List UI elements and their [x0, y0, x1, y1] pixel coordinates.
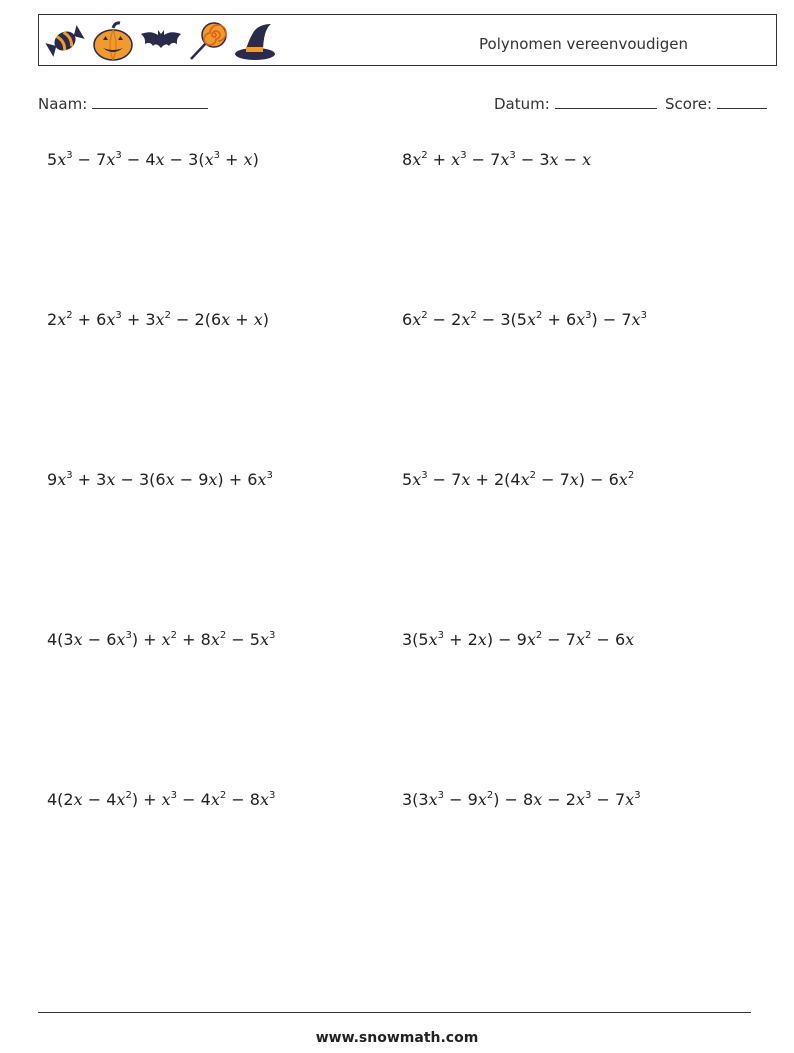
exponent: 3 — [421, 470, 428, 481]
term-text: ) − 7 — [591, 310, 632, 329]
variable: x — [575, 790, 586, 809]
problem-6 — [402, 470, 634, 489]
term-text: + 2(4 — [470, 470, 521, 489]
exponent: 2 — [535, 310, 543, 321]
variable: x — [210, 790, 220, 809]
variable: x — [165, 470, 175, 489]
term-text: − 6 — [82, 630, 117, 649]
exponent: 2 — [529, 470, 536, 481]
date-blank[interactable] — [555, 94, 657, 109]
variable: x — [253, 310, 263, 329]
score-field — [665, 94, 767, 113]
term-text: − 7 — [591, 790, 626, 809]
exponent: 3 — [115, 310, 122, 321]
variable: x — [461, 310, 471, 329]
footer-url: www.snowmath.com — [315, 1030, 479, 1046]
exponent: 2 — [219, 790, 227, 801]
term-text: − 6 — [591, 630, 626, 649]
term-text: − 3( — [164, 150, 205, 169]
exponent: 2 — [66, 310, 73, 321]
term-text: 3(3 — [402, 790, 429, 809]
term-text: + 6 — [542, 310, 577, 329]
worksheet-title: Polynomen vereenvoudigen — [479, 35, 688, 53]
exponent: 3 — [437, 790, 445, 801]
exponent: 3 — [640, 310, 647, 321]
term-text: + 3 — [72, 470, 107, 489]
term-text: + 6 — [72, 310, 107, 329]
term-text: − 2(6 — [170, 310, 222, 329]
problem-2 — [402, 150, 591, 169]
variable: x — [631, 310, 641, 329]
term-text: − 9 — [444, 790, 478, 809]
variable: x — [106, 470, 116, 489]
term-text: − 4 — [177, 790, 211, 809]
exponent: 2 — [170, 630, 178, 641]
term-text: − 4 — [82, 790, 117, 809]
exponent: 2 — [219, 630, 227, 641]
variable: x — [116, 630, 126, 649]
exponent: 3 — [460, 150, 467, 161]
exponent: 2 — [627, 470, 635, 481]
term-text: ) − 9 — [486, 630, 527, 649]
variable: x — [625, 630, 635, 649]
term-text: 4(3 — [47, 630, 74, 649]
variable: x — [106, 150, 116, 169]
term-text: 6 — [402, 310, 413, 329]
problem-8 — [402, 630, 634, 649]
term-text: 3(5 — [402, 630, 429, 649]
problem-1 — [47, 150, 259, 169]
problem-5 — [47, 470, 273, 489]
variable: x — [618, 470, 628, 489]
variable: x — [57, 470, 67, 489]
term-text: − 7 — [72, 150, 107, 169]
exponent: 2 — [125, 790, 132, 801]
variable: x — [155, 310, 165, 329]
exponent: 3 — [437, 630, 445, 641]
term-text: − 3(6 — [115, 470, 166, 489]
variable: x — [451, 150, 461, 169]
exponent: 3 — [170, 790, 178, 801]
term-text: ) + — [131, 790, 162, 809]
variable: x — [412, 470, 422, 489]
exponent: 2 — [421, 310, 428, 321]
term-text: 5 — [402, 470, 413, 489]
term-text: 4(2 — [47, 790, 74, 809]
variable: x — [549, 150, 559, 169]
score-label: Score: — [665, 95, 713, 113]
problem-10 — [402, 790, 641, 809]
variable: x — [461, 470, 471, 489]
variable: x — [575, 630, 586, 649]
exponent: 3 — [66, 150, 73, 161]
term-text: ) + 6 — [217, 470, 258, 489]
exponent: 3 — [66, 470, 73, 481]
term-text: − 7 — [427, 470, 462, 489]
term-text: 9 — [47, 470, 58, 489]
variable: x — [259, 790, 270, 809]
variable: x — [520, 470, 530, 489]
variable: x — [210, 630, 220, 649]
date-field — [494, 94, 657, 113]
variable: x — [208, 470, 218, 489]
term-text: + 2 — [444, 630, 478, 649]
variable: x — [526, 630, 536, 649]
witch-hat-icon — [233, 20, 277, 62]
exponent: 3 — [115, 150, 122, 161]
problem-3 — [47, 310, 269, 329]
exponent: 2 — [486, 790, 494, 801]
exponent: 3 — [585, 310, 592, 321]
term-text: − 8 — [226, 790, 260, 809]
problem-9 — [47, 790, 275, 809]
exponent: 3 — [634, 790, 641, 801]
term-text: − 4 — [121, 150, 156, 169]
variable: x — [477, 790, 487, 809]
variable: x — [106, 310, 116, 329]
exponent: 3 — [125, 630, 132, 641]
name-field — [38, 94, 208, 113]
variable: x — [57, 310, 67, 329]
exponent: 3 — [509, 150, 516, 161]
term-text: ) + — [131, 630, 162, 649]
term-text: − 7 — [542, 630, 576, 649]
variable: x — [204, 150, 214, 169]
variable: x — [477, 630, 487, 649]
term-text: + — [219, 150, 244, 169]
variable: x — [221, 310, 231, 329]
problem-7 — [47, 630, 275, 649]
variable: x — [569, 470, 579, 489]
exponent: 2 — [585, 630, 592, 641]
term-text: + — [230, 310, 254, 329]
term-text: ) − 8 — [493, 790, 534, 809]
term-text: 2 — [47, 310, 58, 329]
term-text: − 2 — [427, 310, 462, 329]
term-text: − 5 — [226, 630, 260, 649]
halloween-icons — [43, 20, 277, 62]
exponent: 3 — [269, 790, 276, 801]
term-text: − 9 — [174, 470, 209, 489]
variable: x — [73, 630, 83, 649]
exponent: 3 — [585, 790, 592, 801]
term-text: 8 — [402, 150, 413, 169]
bat-icon — [139, 26, 183, 56]
candy-icon — [43, 21, 87, 61]
variable: x — [500, 150, 510, 169]
variable: x — [243, 150, 253, 169]
term-text: − 7 — [466, 150, 501, 169]
term-text: − 3 — [515, 150, 550, 169]
term-text: ) − 6 — [578, 470, 619, 489]
variable: x — [428, 790, 438, 809]
variable: x — [116, 790, 126, 809]
term-text: 5 — [47, 150, 58, 169]
term-text: + 8 — [177, 630, 211, 649]
variable: x — [412, 150, 422, 169]
variable: x — [576, 310, 586, 329]
score-blank[interactable] — [717, 94, 767, 109]
variable: x — [428, 630, 438, 649]
variable: x — [57, 150, 67, 169]
variable: x — [412, 310, 422, 329]
exponent: 2 — [470, 310, 477, 321]
lollipop-icon — [187, 20, 229, 62]
variable: x — [533, 790, 543, 809]
variable: x — [526, 310, 536, 329]
term-text: ) — [252, 150, 259, 169]
variable: x — [582, 150, 592, 169]
variable: x — [155, 150, 165, 169]
variable: x — [625, 790, 635, 809]
term-text: + — [427, 150, 452, 169]
variable: x — [161, 790, 171, 809]
problem-4 — [402, 310, 647, 329]
exponent: 2 — [164, 310, 171, 321]
name-label: Naam: — [38, 95, 88, 113]
name-blank[interactable] — [92, 94, 208, 109]
variable: x — [73, 790, 83, 809]
term-text: − 3(5 — [476, 310, 527, 329]
exponent: 2 — [535, 630, 543, 641]
exponent: 3 — [266, 470, 273, 481]
pumpkin-icon — [91, 20, 135, 62]
term-text: − — [558, 150, 583, 169]
exponent: 2 — [421, 150, 428, 161]
term-text: − 7 — [535, 470, 570, 489]
term-text: ) — [262, 310, 270, 329]
worksheet-header — [38, 14, 777, 66]
variable: x — [259, 630, 270, 649]
variable: x — [257, 470, 267, 489]
term-text: + 3 — [121, 310, 156, 329]
date-label: Datum: — [494, 95, 550, 113]
term-text: − 2 — [542, 790, 576, 809]
exponent: 3 — [269, 630, 276, 641]
exponent: 3 — [213, 150, 220, 161]
variable: x — [161, 630, 171, 649]
footer-rule — [38, 1012, 751, 1013]
